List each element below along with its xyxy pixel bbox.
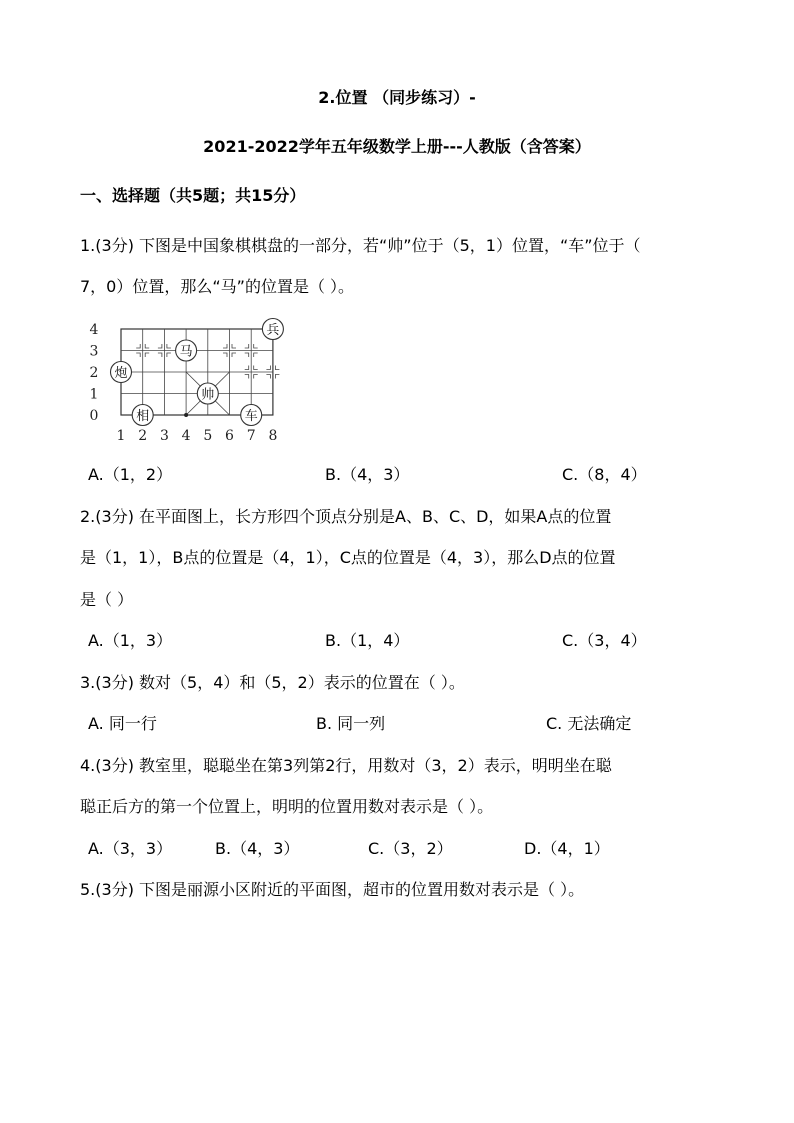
question-2-line-3: 是（ ） [80, 590, 134, 609]
question-2-option-a[interactable]: A.（1，3） [88, 631, 173, 650]
question-4-option-d[interactable]: D.（4，1） [524, 839, 610, 858]
board-dot [184, 413, 188, 417]
position-marker [254, 375, 258, 379]
position-marker [145, 353, 149, 357]
x-axis-label: 2 [138, 428, 148, 444]
x-axis-label: 7 [246, 428, 256, 444]
question-3-option-a[interactable]: A. 同一行 [88, 714, 157, 733]
x-axis-label: 4 [181, 428, 191, 444]
question-1-option-a[interactable]: A.（1，2） [88, 465, 173, 484]
question-4-line-2: 聪正后方的第一个位置上，明明的位置用数对表示是（ ）。 [80, 797, 494, 816]
position-marker [158, 353, 162, 357]
question-4-option-c[interactable]: C.（3，2） [368, 839, 453, 858]
position-marker [254, 344, 258, 348]
question-2-line-2: 是（1，1），B点的位置是（4，1），C点的位置是（4，3），那么D点的位置 [80, 548, 616, 567]
document-subtitle: 2021-2022学年五年级数学上册---人教版（含答案） [203, 137, 591, 156]
x-axis-label: 1 [116, 428, 126, 444]
position-marker [232, 353, 236, 357]
y-axis-label: 2 [89, 365, 99, 381]
x-axis-label: 8 [268, 428, 278, 444]
position-marker [245, 375, 249, 379]
y-axis-label: 4 [89, 322, 99, 338]
position-marker [136, 344, 140, 348]
question-2-line-1: 2.(3分) 在平面图上，长方形四个顶点分别是A、B、C、D，如果A点的位置 [80, 507, 612, 526]
chess-piece-label: 马 [179, 344, 193, 360]
position-marker [254, 353, 258, 357]
position-marker [223, 353, 227, 357]
position-marker [167, 344, 171, 348]
chess-piece-label: 相 [136, 409, 150, 424]
position-marker [245, 353, 249, 357]
position-marker [245, 366, 249, 370]
question-3-option-b[interactable]: B. 同一列 [316, 714, 386, 733]
chessboard-figure [84, 316, 294, 444]
x-axis-label: 3 [159, 428, 169, 444]
question-1-line-2: 7，0）位置，那么“马”的位置是（ ）。 [80, 277, 355, 296]
question-5-line-1: 5.(3分) 下图是丽源小区附近的平面图，超市的位置用数对表示是（ ）。 [80, 880, 585, 899]
question-4-option-a[interactable]: A.（3，3） [88, 839, 173, 858]
chess-piece-label: 帅 [201, 387, 215, 403]
section-heading: 一、选择题（共5题；共15分） [80, 186, 306, 205]
y-axis-label: 3 [89, 343, 99, 360]
position-marker [275, 375, 279, 379]
position-marker [266, 375, 270, 379]
position-marker [145, 344, 149, 348]
question-1-option-b[interactable]: B.（4，3） [325, 465, 410, 484]
document-title: 2.位置 （同步练习）- [318, 88, 476, 107]
position-marker [254, 366, 258, 370]
position-marker [266, 366, 270, 370]
y-axis-label: 0 [89, 408, 99, 424]
position-marker [158, 344, 162, 348]
position-marker [245, 344, 249, 348]
x-axis-label: 5 [203, 428, 213, 444]
question-3-option-c[interactable]: C. 无法确定 [546, 714, 632, 733]
position-marker [136, 353, 140, 357]
position-marker [167, 353, 171, 357]
question-4-option-b[interactable]: B.（4，3） [215, 839, 300, 858]
question-1-line-1: 1.(3分) 下图是中国象棋棋盘的一部分，若“帅”位于（5，1）位置，“车”位于（ [80, 236, 641, 255]
question-2-option-b[interactable]: B.（1，4） [325, 631, 410, 650]
position-marker [275, 366, 279, 370]
x-axis-label: 6 [225, 428, 234, 444]
position-marker [232, 344, 236, 348]
chess-piece-label: 车 [244, 409, 258, 424]
chess-piece-label: 兵 [266, 323, 280, 338]
question-4-line-1: 4.(3分) 教室里，聪聪坐在第3列第2行，用数对（3，2）表示，明明坐在聪 [80, 756, 612, 775]
position-marker [223, 344, 227, 348]
question-2-option-c[interactable]: C.（3，4） [562, 631, 647, 650]
question-3-line-1: 3.(3分) 数对（5，4）和（5，2）表示的位置在（ ）。 [80, 673, 465, 692]
chess-piece-label: 炮 [114, 366, 128, 381]
question-1-option-c[interactable]: C.（8，4） [562, 465, 647, 484]
y-axis-label: 1 [89, 386, 99, 403]
